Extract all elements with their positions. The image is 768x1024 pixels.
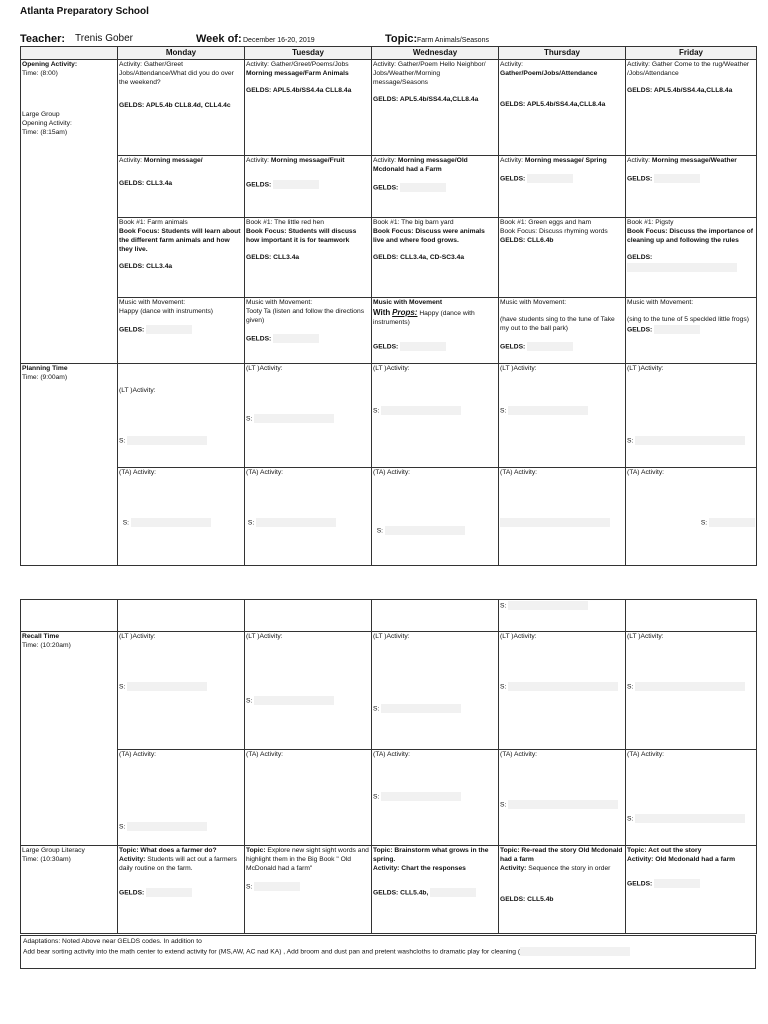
planning-lt-wednesday: (LT )Activity: S: bbox=[372, 364, 499, 468]
gelds-code: GELDS: bbox=[119, 326, 145, 334]
book-friday: Book #1: Pigsty Book Focus: Discuss the importance of cleaning up and following the rules GELDS: bbox=[626, 218, 757, 298]
planning-lt-thursday: (LT )Activity: S: bbox=[499, 364, 626, 468]
gelds-code: GELDS: bbox=[500, 175, 526, 183]
literacy-label-cell: Large Group Literacy Time: (10:30am) bbox=[21, 846, 118, 934]
gelds-code: GELDS: bbox=[627, 880, 653, 888]
adaptations-box bbox=[20, 935, 756, 969]
school-name: Atlanta Preparatory School bbox=[20, 6, 149, 17]
book-thursday: Book #1: Green eggs and ham Book Focus: Discuss rhyming words GELDS: CLL6.4b bbox=[499, 218, 626, 298]
recall-ta-friday: (TA) Activity: S: bbox=[626, 750, 757, 846]
gelds-code: GELDS: CLL3.4a, CD-SC3.4a bbox=[373, 253, 465, 261]
music-thursday: Music with Movement: (have students sing to the tune of Take my out to the ball park) GELDS: bbox=[499, 298, 626, 364]
opening-row bbox=[21, 60, 757, 156]
gelds-code: GELDS: CLL3.4a bbox=[119, 179, 173, 187]
gelds-code: GELDS: bbox=[500, 342, 526, 350]
large-group-time: Time: (8:15am) bbox=[22, 128, 68, 136]
large-group-label: Large Group bbox=[22, 110, 60, 118]
gelds-code: GELDS: APL5.4b/SS4.4a CLL8.4a bbox=[246, 86, 352, 94]
recall-lt-tuesday: (LT )Activity: S: bbox=[245, 632, 372, 750]
book-row bbox=[21, 218, 757, 298]
music-monday: Music with Movement: Happy (dance with instruments) GELDS: bbox=[118, 298, 245, 364]
gelds-code: GELDS: bbox=[627, 326, 653, 334]
gelds-code: GELDS: bbox=[627, 253, 653, 261]
literacy-friday: Topic: Act out the story Activity: Old Mcdonald had a farm GELDS: bbox=[626, 846, 757, 934]
literacy-thursday: Topic: Re-read the story Old Mcdonald had a farm Activity: Sequence the story in order GELDS: CLL5.4b bbox=[499, 846, 626, 934]
opening-label: Opening Activity: bbox=[22, 61, 78, 68]
day-tuesday: Tuesday bbox=[245, 47, 372, 60]
literacy-row bbox=[21, 846, 757, 934]
planning-ta-thursday: (TA) Activity: bbox=[499, 468, 626, 566]
morning-tuesday: Activity: Morning message/Fruit GELDS: bbox=[245, 156, 372, 218]
topic-value: Farm Animals/Seasons bbox=[417, 37, 489, 44]
gelds-code: GELDS: bbox=[246, 181, 272, 189]
recall-ta-row bbox=[21, 750, 757, 846]
opening-label-cell bbox=[21, 60, 118, 364]
book-wednesday: Book #1: The big barn yard Book Focus: Discuss were animals live and where food grows. GELDS: CLL3.4a, CD-SC3.4a bbox=[372, 218, 499, 298]
gelds-code: GELDS: APL5.4b/SS4.4a,CLL8.4a bbox=[500, 100, 606, 108]
recall-lt-thursday: (LT )Activity: S: bbox=[499, 632, 626, 750]
music-tuesday: Music with Movement: Tooty Ta (listen and follow the directions given) GELDS: bbox=[245, 298, 372, 364]
literacy-monday: Topic: What does a farmer do? Activity: Students will act out a farmers daily routine on the farm. GELDS: bbox=[118, 846, 245, 934]
gelds-code: GELDS: CLL3.4a bbox=[119, 262, 173, 270]
table2-top-row bbox=[21, 600, 757, 632]
opening-thursday: Activity: Gather/Poem/Jobs/Attendance GELDS: APL5.4b/SS4.4a,CLL8.4a bbox=[499, 60, 626, 156]
day-header-row bbox=[21, 47, 757, 60]
large-group-opening-label: Opening Activity: bbox=[22, 119, 72, 127]
morning-message-row bbox=[21, 156, 757, 218]
recall-lt-monday: (LT )Activity: S: bbox=[118, 632, 245, 750]
music-friday: Music with Movement: (sing to the tune of 5 speckled little frogs) GELDS: bbox=[626, 298, 757, 364]
table2-top-thursday: S: bbox=[499, 600, 626, 632]
recall-ta-monday: (TA) Activity: S: bbox=[118, 750, 245, 846]
literacy-tuesday: Topic: Explore new sight sight words and highlight them in the Big Book " Old McDonald had a farm" S: bbox=[245, 846, 372, 934]
morning-monday: Activity: Morning message/ GELDS: CLL3.4a bbox=[118, 156, 245, 218]
teacher-name: Trenis Gober bbox=[75, 33, 133, 44]
planning-ta-friday: (TA) Activity: S: bbox=[626, 468, 757, 566]
book-monday: Book #1: Farm animals Book Focus: Students will learn about the different farm animals and how they live. GELDS: CLL3.4a bbox=[118, 218, 245, 298]
recall-label-cell: Recall Time Time: (10:20am) bbox=[21, 632, 118, 846]
planning-ta-monday: (TA) Activity: S: bbox=[118, 468, 245, 566]
gelds-code: GELDS: bbox=[119, 888, 145, 896]
lesson-plan-table-1 bbox=[20, 46, 757, 566]
morning-wednesday: Activity: Morning message/Old Mcdonald had a Farm GELDS: bbox=[372, 156, 499, 218]
opening-monday: Activity: Gather/Greet Jobs/Attendance/What did you do over the weekend? GELDS: APL5.4b CLL8.4d, CLL4.4c bbox=[118, 60, 245, 156]
recall-ta-wednesday: (TA) Activity: S: bbox=[372, 750, 499, 846]
recall-ta-thursday: (TA) Activity: S: bbox=[499, 750, 626, 846]
gelds-code: GELDS: CLL5.4b, bbox=[373, 888, 429, 896]
book-tuesday: Book #1: The little red hen Book Focus: Students will discuss how important it is for teamwork GELDS: CLL3.4a bbox=[245, 218, 372, 298]
day-wednesday: Wednesday bbox=[372, 47, 499, 60]
week-label: Week of: bbox=[196, 33, 242, 45]
adaptations-line-2: Add bear sorting activity into the math center to extend activity for (MS,AW, AC nad KA) , Add broom and dust pan and pretent washcloths to dramatic play for cleaning ( bbox=[23, 947, 753, 957]
recall-ta-tuesday: (TA) Activity: bbox=[245, 750, 372, 846]
planning-lt-tuesday: (LT )Activity: S: bbox=[245, 364, 372, 468]
gelds-code: GELDS: APL5.4b CLL8.4d, CLL4.4c bbox=[119, 101, 231, 109]
recall-lt-friday: (LT )Activity: S: bbox=[626, 632, 757, 750]
opening-time: Time: (8:00) bbox=[22, 69, 58, 77]
gelds-code: GELDS: bbox=[373, 342, 399, 350]
morning-friday: Activity: Morning message/Weather GELDS: bbox=[626, 156, 757, 218]
gelds-code: GELDS: CLL3.4a bbox=[246, 253, 300, 261]
day-friday: Friday bbox=[626, 47, 757, 60]
day-monday: Monday bbox=[118, 47, 245, 60]
music-wednesday: Music with Movement With Props: Happy (dance with instruments) GELDS: bbox=[372, 298, 499, 364]
gelds-code: GELDS: CLL5.4b bbox=[500, 895, 554, 903]
adaptations-line-1: Adaptations: Noted Above near GELDS codes. In addition to bbox=[23, 938, 202, 945]
planning-lt-friday: (LT )Activity: S: bbox=[626, 364, 757, 468]
morning-thursday: Activity: Morning message/ Spring GELDS: bbox=[499, 156, 626, 218]
planning-ta-tuesday: (TA) Activity: S: bbox=[245, 468, 372, 566]
gelds-code: GELDS: bbox=[627, 175, 653, 183]
opening-wednesday: Activity: Gather/Poem Hello Neighbor/ Jobs/Weather/Morning message/Seasons GELDS: APL5.4b/SS4.4a,CLL8.4a bbox=[372, 60, 499, 156]
gelds-code: GELDS: bbox=[373, 184, 399, 192]
music-row bbox=[21, 298, 757, 364]
lesson-plan-table-2 bbox=[20, 599, 757, 934]
planning-ta-row bbox=[21, 468, 757, 566]
recall-lt-wednesday: (LT )Activity: S: bbox=[372, 632, 499, 750]
opening-friday: Activity: Gather Come to the rug/Weather /Jobs/Attendance GELDS: APL5.4b/SS4.4a,CLL8.4a bbox=[626, 60, 757, 156]
week-value: December 16-20, 2019 bbox=[243, 37, 315, 44]
gelds-code: GELDS: APL5.4b/SS4.4a,CLL8.4a bbox=[373, 95, 479, 103]
gelds-code: GELDS: bbox=[246, 334, 272, 342]
literacy-wednesday: Topic: Brainstorm what grows in the spring. Activity: Chart the responses GELDS: CLL5.4b, bbox=[372, 846, 499, 934]
header-blank bbox=[21, 47, 118, 60]
opening-tuesday: Activity: Gather/Greet/Poems/Jobs Morning message/Farm Animals GELDS: APL5.4b/SS4.4a CLL8.4a bbox=[245, 60, 372, 156]
topic-label: Topic: bbox=[385, 33, 418, 45]
planning-ta-wednesday: (TA) Activity: S: bbox=[372, 468, 499, 566]
recall-lt-row bbox=[21, 632, 757, 750]
planning-lt-monday: (LT )Activity: S: bbox=[118, 364, 245, 468]
gelds-code: GELDS: APL5.4b/SS4.4a,CLL8.4a bbox=[627, 86, 733, 94]
day-thursday: Thursday bbox=[499, 47, 626, 60]
teacher-label: Teacher: bbox=[20, 33, 66, 45]
planning-label-cell: Planning Time Time: (9:00am) bbox=[21, 364, 118, 566]
planning-lt-row bbox=[21, 364, 757, 468]
gelds-code: GELDS: CLL6.4b bbox=[500, 236, 554, 244]
